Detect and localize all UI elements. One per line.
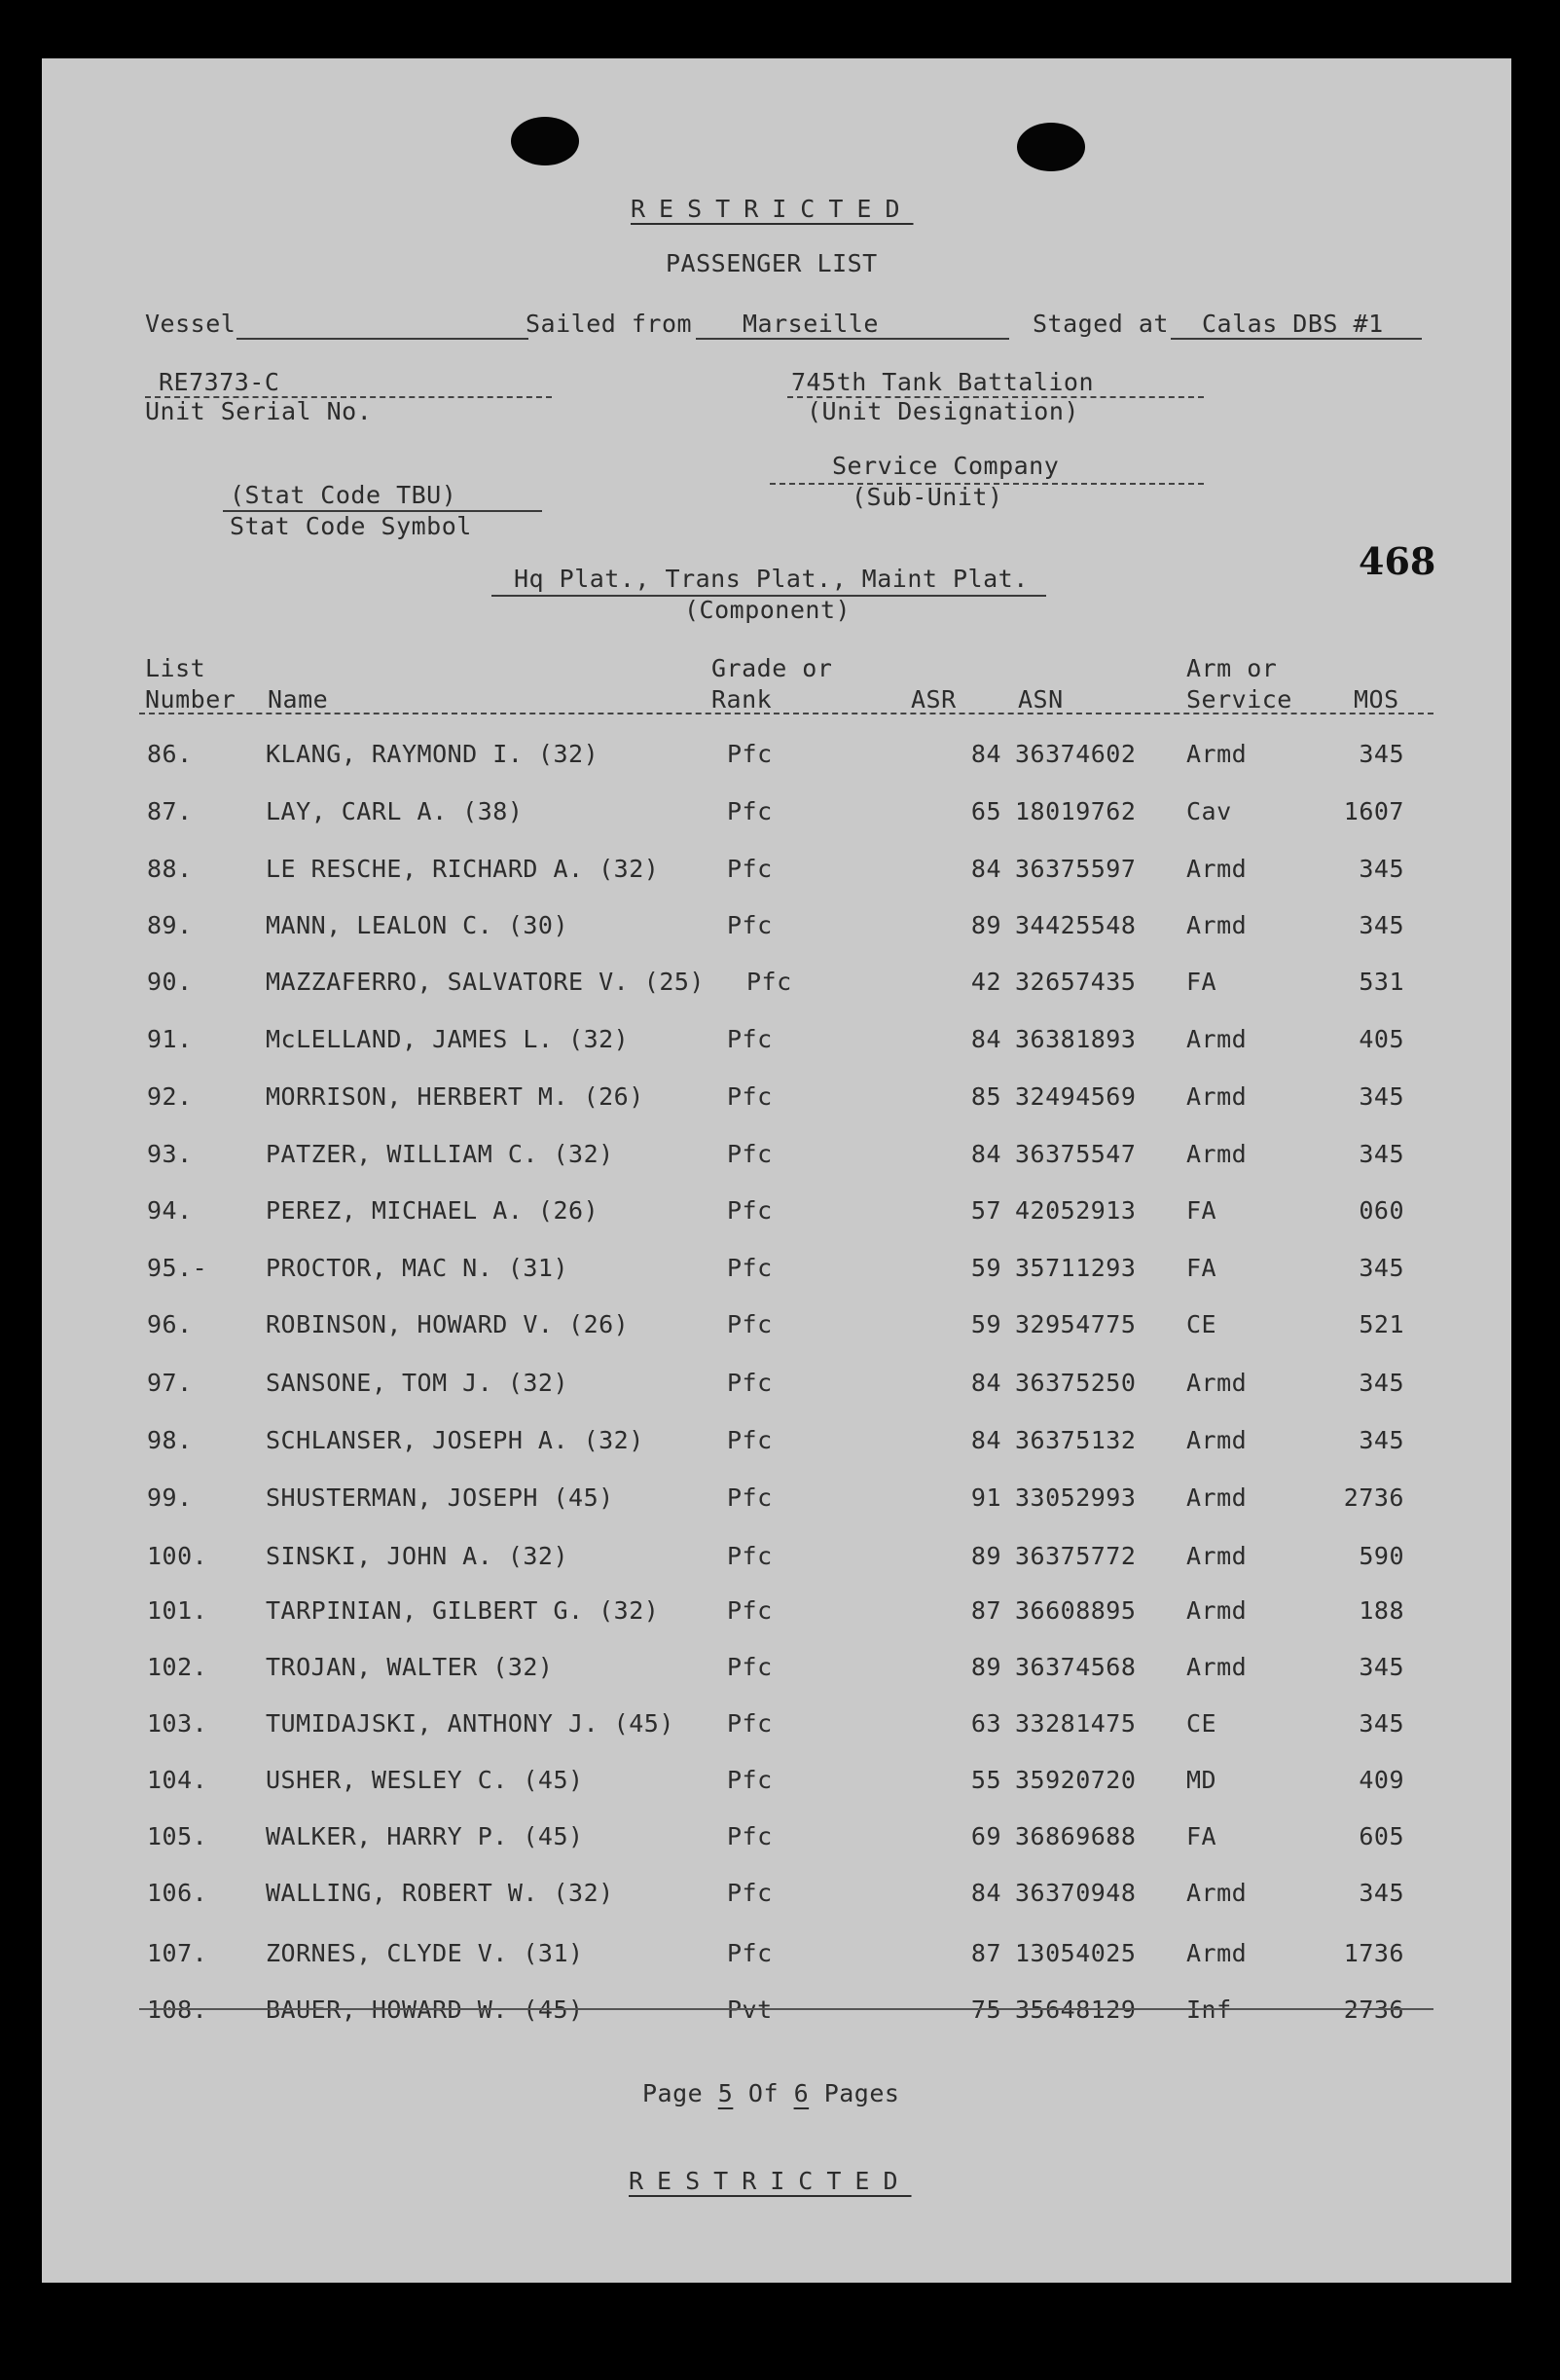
row-list-number: 105.: [147, 1822, 208, 1850]
row-grade: Pfc: [727, 1653, 773, 1681]
row-grade: Pfc: [727, 1082, 773, 1111]
row-list-number: 86.: [147, 740, 193, 768]
row-arm: Armd: [1186, 1483, 1248, 1512]
row-asr: 84: [970, 1369, 1001, 1397]
row-arm: Armd: [1186, 1596, 1248, 1625]
row-name: LE RESCHE, RICHARD A. (32): [266, 855, 660, 883]
table-row: [42, 1542, 1511, 1581]
row-list-number: 91.: [147, 1025, 193, 1053]
column-header-rule: [139, 713, 1433, 714]
row-mos: 405: [1359, 1025, 1404, 1053]
row-asr: 84: [970, 1879, 1001, 1907]
row-arm: Armd: [1186, 1082, 1248, 1111]
row-arm: FA: [1186, 1196, 1217, 1225]
row-name: WALKER, HARRY P. (45): [266, 1822, 584, 1850]
table-row: [42, 1709, 1511, 1748]
row-name: TUMIDAJSKI, ANTHONY J. (45): [266, 1709, 674, 1738]
row-asr: 59: [970, 1310, 1001, 1338]
row-asn: 42052913: [1015, 1196, 1137, 1225]
row-asn: 35920720: [1015, 1766, 1137, 1794]
row-grade: Pfc: [727, 1254, 773, 1282]
row-asn: 34425548: [1015, 911, 1137, 939]
col-header-rank: Rank: [711, 685, 773, 714]
table-row: [42, 1140, 1511, 1179]
row-arm: Armd: [1186, 1140, 1248, 1168]
punch-hole-left: [511, 117, 579, 165]
row-arm: CE: [1186, 1709, 1217, 1738]
row-asr: 75: [970, 1996, 1001, 2024]
row-asn: 32494569: [1015, 1082, 1137, 1111]
row-asr: 59: [970, 1254, 1001, 1282]
row-mos: 1736: [1343, 1939, 1404, 1967]
row-asr: 55: [970, 1766, 1001, 1794]
sub-unit-value: Service Company: [832, 452, 1060, 480]
row-asr: 84: [970, 1426, 1001, 1454]
row-asr: 57: [970, 1196, 1001, 1225]
document-title: PASSENGER LIST: [666, 249, 878, 277]
row-list-number: 96.: [147, 1310, 193, 1338]
row-mos: 1607: [1343, 797, 1404, 825]
row-arm: CE: [1186, 1310, 1217, 1338]
row-mos: 345: [1359, 1082, 1404, 1111]
col-header-arm: Arm or: [1186, 654, 1278, 682]
sailed-from-line: [696, 338, 1009, 340]
row-asn: 36375597: [1015, 855, 1137, 883]
row-grade: Pvt: [727, 1996, 773, 2024]
row-grade: Pfc: [727, 1369, 773, 1397]
row-asr: 84: [970, 1025, 1001, 1053]
row-name: LAY, CARL A. (38): [266, 797, 524, 825]
row-asr: 63: [970, 1709, 1001, 1738]
row-asn: 36370948: [1015, 1879, 1137, 1907]
table-row-struck: [42, 1996, 1511, 2034]
row-name: MORRISON, HERBERT M. (26): [266, 1082, 644, 1111]
table-row: [42, 1766, 1511, 1805]
row-name: TARPINIAN, GILBERT G. (32): [266, 1596, 660, 1625]
row-name: PROCTOR, MAC N. (31): [266, 1254, 569, 1282]
row-list-number: 93.: [147, 1140, 193, 1168]
row-list-number: 108.: [147, 1996, 208, 2024]
row-mos: 345: [1359, 911, 1404, 939]
row-name: PATZER, WILLIAM C. (32): [266, 1140, 614, 1168]
row-asr: 89: [970, 1542, 1001, 1570]
row-asr: 84: [970, 740, 1001, 768]
table-row: [42, 968, 1511, 1007]
col-header-service: Service: [1186, 685, 1292, 714]
row-asn: 32657435: [1015, 968, 1137, 996]
col-header-grade: Grade or: [711, 654, 833, 682]
row-arm: Armd: [1186, 1426, 1248, 1454]
row-grade: Pfc: [727, 1596, 773, 1625]
row-list-number: 97.: [147, 1369, 193, 1397]
pages-word: Pages: [823, 2079, 900, 2107]
restricted-header: RESTRICTED: [631, 195, 914, 223]
row-asn: 36381893: [1015, 1025, 1137, 1053]
row-list-number: 104.: [147, 1766, 208, 1794]
row-grade: Pfc: [727, 1196, 773, 1225]
row-mos: 590: [1359, 1542, 1404, 1570]
row-mos: 2736: [1343, 1483, 1404, 1512]
row-list-number: 107.: [147, 1939, 208, 1967]
row-list-number: 94.: [147, 1196, 193, 1225]
row-asr: 84: [970, 1140, 1001, 1168]
row-grade: Pfc: [727, 1140, 773, 1168]
row-mos: 345: [1359, 855, 1404, 883]
row-name: MAZZAFERRO, SALVATORE V. (25): [266, 968, 705, 996]
row-grade: Pfc: [727, 1879, 773, 1907]
row-asr: 65: [970, 797, 1001, 825]
row-mos: 409: [1359, 1766, 1404, 1794]
stat-code-label: Stat Code Symbol: [230, 512, 472, 540]
table-row: [42, 1426, 1511, 1465]
row-asn: 35711293: [1015, 1254, 1137, 1282]
row-mos: 345: [1359, 740, 1404, 768]
row-name: SINSKI, JOHN A. (32): [266, 1542, 569, 1570]
table-row: [42, 797, 1511, 836]
sub-unit-label: (Sub-Unit): [852, 483, 1003, 511]
table-row: [42, 1196, 1511, 1235]
strike-through-line: [139, 2008, 1433, 2010]
staged-at-value: Calas DBS #1: [1202, 310, 1384, 338]
row-name: PEREZ, MICHAEL A. (26): [266, 1196, 599, 1225]
row-mos: 345: [1359, 1140, 1404, 1168]
row-asn: 36375250: [1015, 1369, 1137, 1397]
page-indicator: [642, 2079, 899, 2107]
row-grade: Pfc: [727, 1766, 773, 1794]
stat-code-value: (Stat Code TBU): [230, 481, 457, 509]
row-grade: Pfc: [727, 1426, 773, 1454]
row-arm: Armd: [1186, 1653, 1248, 1681]
col-header-mos: MOS: [1354, 685, 1399, 714]
row-grade: Pfc: [746, 968, 792, 996]
row-name: WALLING, ROBERT W. (32): [266, 1879, 614, 1907]
table-row: [42, 1822, 1511, 1861]
row-asn: 36375772: [1015, 1542, 1137, 1570]
row-asn: 18019762: [1015, 797, 1137, 825]
table-row: [42, 855, 1511, 894]
row-arm: Armd: [1186, 1939, 1248, 1967]
row-mos: 345: [1359, 1709, 1404, 1738]
row-grade: Pfc: [727, 911, 773, 939]
stamped-page-number: 468: [1359, 539, 1436, 583]
row-name: ROBINSON, HOWARD V. (26): [266, 1310, 630, 1338]
row-mos: 188: [1359, 1596, 1404, 1625]
row-asn: 36608895: [1015, 1596, 1137, 1625]
sailed-from-label: Sailed from: [526, 310, 693, 338]
row-grade: Pfc: [727, 740, 773, 768]
row-mos: 345: [1359, 1879, 1404, 1907]
row-list-number: 106.: [147, 1879, 208, 1907]
row-asn: 36375547: [1015, 1140, 1137, 1168]
row-list-number: 87.: [147, 797, 193, 825]
table-row: [42, 1879, 1511, 1918]
unit-designation-value: 745th Tank Battalion: [791, 368, 1095, 396]
table-row: [42, 1310, 1511, 1349]
row-asn: 35648129: [1015, 1996, 1137, 2024]
table-row: [42, 740, 1511, 779]
row-list-number: 88.: [147, 855, 193, 883]
row-asn: 32954775: [1015, 1310, 1137, 1338]
row-asn: 13054025: [1015, 1939, 1137, 1967]
page-total: 6: [793, 2079, 810, 2107]
row-mos: 531: [1359, 968, 1404, 996]
row-grade: Pfc: [727, 1709, 773, 1738]
row-arm: Armd: [1186, 740, 1248, 768]
row-name: USHER, WESLEY C. (45): [266, 1766, 584, 1794]
row-asn: 36374602: [1015, 740, 1137, 768]
row-list-number: 92.: [147, 1082, 193, 1111]
document-page: [42, 58, 1511, 2283]
row-list-number: 95.-: [147, 1254, 208, 1282]
row-list-number: 103.: [147, 1709, 208, 1738]
row-list-number: 100.: [147, 1542, 208, 1570]
row-name: KLANG, RAYMOND I. (32): [266, 740, 599, 768]
restricted-footer: RESTRICTED: [629, 2167, 912, 2195]
row-grade: Pfc: [727, 855, 773, 883]
row-arm: Armd: [1186, 1369, 1248, 1397]
row-arm: FA: [1186, 968, 1217, 996]
row-arm: FA: [1186, 1254, 1217, 1282]
row-asn: 33281475: [1015, 1709, 1137, 1738]
row-arm: Cav: [1186, 797, 1232, 825]
table-row: [42, 1653, 1511, 1692]
row-grade: Pfc: [727, 1542, 773, 1570]
table-row: [42, 911, 1511, 950]
row-grade: Pfc: [727, 1822, 773, 1850]
row-asr: 42: [970, 968, 1001, 996]
row-name: ZORNES, CLYDE V. (31): [266, 1939, 584, 1967]
row-asn: 36869688: [1015, 1822, 1137, 1850]
row-asr: 91: [970, 1483, 1001, 1512]
row-grade: Pfc: [727, 1483, 773, 1512]
row-mos: 345: [1359, 1369, 1404, 1397]
row-name: TROJAN, WALTER (32): [266, 1653, 554, 1681]
row-asn: 36374568: [1015, 1653, 1137, 1681]
page-word: Page: [642, 2079, 704, 2107]
row-grade: Pfc: [727, 1310, 773, 1338]
row-mos: 060: [1359, 1196, 1404, 1225]
row-asr: 69: [970, 1822, 1001, 1850]
row-name: BAUER, HOWARD W. (45): [266, 1996, 584, 2024]
table-row: [42, 1025, 1511, 1064]
row-arm: Armd: [1186, 1542, 1248, 1570]
component-value: Hq Plat., Trans Plat., Maint Plat.: [514, 565, 1029, 593]
row-arm: Armd: [1186, 855, 1248, 883]
row-asn: 33052993: [1015, 1483, 1137, 1512]
row-grade: Pfc: [727, 1025, 773, 1053]
table-row: [42, 1369, 1511, 1408]
row-list-number: 98.: [147, 1426, 193, 1454]
unit-serial-value: RE7373-C: [159, 368, 280, 396]
row-arm: Armd: [1186, 1879, 1248, 1907]
row-mos: 345: [1359, 1426, 1404, 1454]
row-mos: 521: [1359, 1310, 1404, 1338]
row-arm: Armd: [1186, 911, 1248, 939]
row-asr: 85: [970, 1082, 1001, 1111]
table-row: [42, 1082, 1511, 1121]
row-list-number: 90.: [147, 968, 193, 996]
staged-at-line: [1171, 338, 1422, 340]
row-asr: 89: [970, 911, 1001, 939]
row-arm: Inf: [1186, 1996, 1232, 2024]
vessel-value-line: [236, 338, 528, 340]
sailed-from-value: Marseille: [743, 310, 879, 338]
col-header-name: Name: [268, 685, 329, 714]
col-header-number: Number: [145, 685, 236, 714]
row-asr: 87: [970, 1596, 1001, 1625]
row-name: SCHLANSER, JOSEPH A. (32): [266, 1426, 644, 1454]
row-list-number: 102.: [147, 1653, 208, 1681]
row-grade: Pfc: [727, 797, 773, 825]
col-header-asn: ASN: [1018, 685, 1064, 714]
row-list-number: 101.: [147, 1596, 208, 1625]
row-arm: Armd: [1186, 1025, 1248, 1053]
row-mos: 345: [1359, 1254, 1404, 1282]
row-list-number: 99.: [147, 1483, 193, 1512]
col-header-asr: ASR: [911, 685, 957, 714]
col-header-list: List: [145, 654, 206, 682]
of-word: Of: [747, 2079, 780, 2107]
vessel-label: Vessel: [145, 310, 236, 338]
row-name: SHUSTERMAN, JOSEPH (45): [266, 1483, 614, 1512]
table-row: [42, 1483, 1511, 1522]
row-asr: 89: [970, 1653, 1001, 1681]
row-asr: 84: [970, 855, 1001, 883]
row-mos: 605: [1359, 1822, 1404, 1850]
row-asn: 36375132: [1015, 1426, 1137, 1454]
row-mos: 2736: [1343, 1996, 1404, 2024]
row-name: McLELLAND, JAMES L. (32): [266, 1025, 630, 1053]
unit-designation-label: (Unit Designation): [807, 397, 1079, 425]
row-arm: MD: [1186, 1766, 1217, 1794]
row-asr: 87: [970, 1939, 1001, 1967]
punch-hole-right: [1017, 123, 1085, 171]
component-label: (Component): [684, 596, 852, 624]
table-row: [42, 1254, 1511, 1293]
table-row: [42, 1939, 1511, 1978]
table-row: [42, 1596, 1511, 1635]
row-name: MANN, LEALON C. (30): [266, 911, 569, 939]
unit-serial-label: Unit Serial No.: [145, 397, 373, 425]
row-list-number: 89.: [147, 911, 193, 939]
row-arm: FA: [1186, 1822, 1217, 1850]
staged-at-label: Staged at: [1033, 310, 1169, 338]
row-mos: 345: [1359, 1653, 1404, 1681]
page-current: 5: [717, 2079, 734, 2107]
row-grade: Pfc: [727, 1939, 773, 1967]
row-name: SANSONE, TOM J. (32): [266, 1369, 569, 1397]
